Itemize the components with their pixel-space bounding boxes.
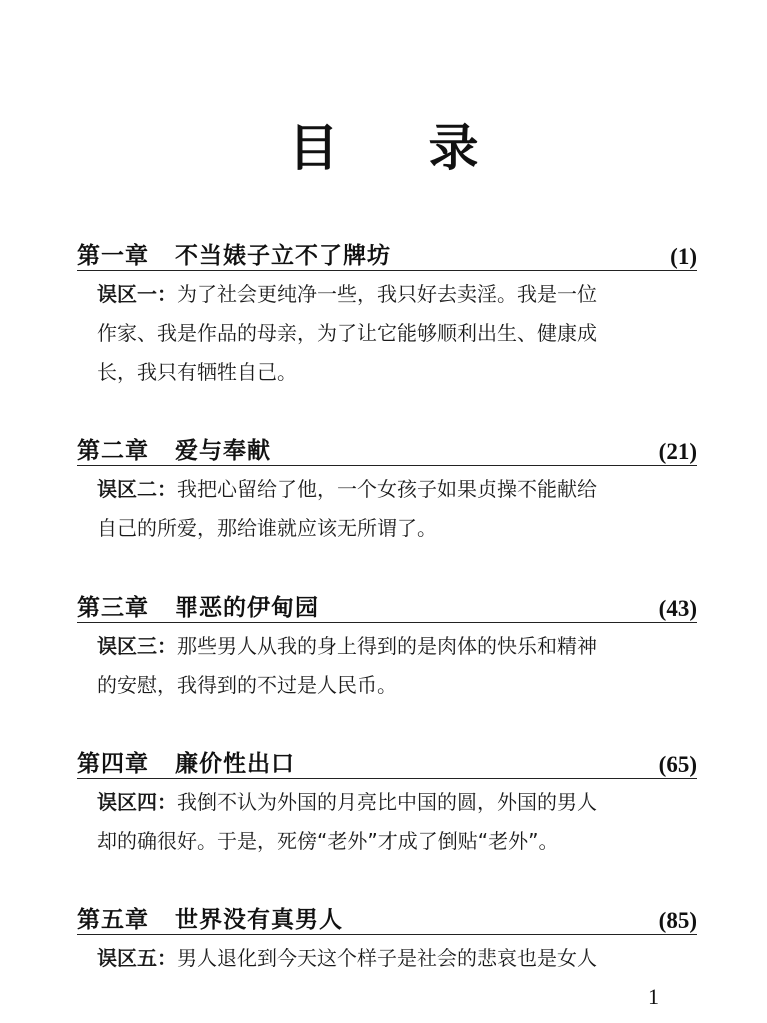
toc-title: 目录: [288, 118, 569, 177]
chapter-number: 第一章: [77, 242, 149, 269]
chapter-entry-3: [77, 588, 697, 705]
chapter-myth: [77, 466, 697, 548]
myth-label: 误区四：: [97, 790, 177, 814]
chapter-heading: [77, 431, 697, 466]
chapter-number: 第三章: [77, 594, 149, 621]
chapter-entry-4: [77, 744, 697, 861]
chapter-title: 罪恶的伊甸园: [175, 594, 319, 621]
chapter-entry-5: [77, 900, 697, 978]
chapter-entry-2: [77, 431, 697, 548]
myth-label: 误区五：: [97, 946, 177, 970]
chapter-entry-1: [77, 236, 697, 392]
chapter-page-number: (21): [658, 439, 697, 464]
myth-text: 我倒不认为外国的月亮比中国的圆，外国的男人 却的确很好。于是，死傍“老外”才成了倒贴“老外”。: [97, 790, 597, 853]
chapter-myth: [77, 935, 697, 978]
chapter-number: 第四章: [77, 750, 149, 777]
chapter-number: 第二章: [77, 437, 149, 464]
chapter-number: 第五章: [77, 906, 149, 933]
myth-text: 我把心留给了他，一个女孩子如果贞操不能献给 自己的所爱，那给谁就应该无所谓了。: [97, 477, 597, 540]
myth-text: 为了社会更纯净一些，我只好去卖淫。我是一位 作家、我是作品的母亲，为了让它能够顺利出生、健康成 长，我只有牺牲自己。: [97, 282, 597, 384]
chapter-title: 不当婊子立不了牌坊: [175, 242, 391, 269]
chapter-myth: [77, 623, 697, 705]
chapter-heading: [77, 236, 697, 271]
myth-label: 误区三：: [97, 634, 177, 658]
chapter-title: 世界没有真男人: [175, 906, 343, 933]
chapter-heading: [77, 588, 697, 623]
chapter-page-number: (43): [658, 596, 697, 621]
chapter-heading: [77, 900, 697, 935]
chapter-page-number: (1): [670, 244, 697, 269]
chapter-page-number: (85): [658, 908, 697, 933]
chapter-title: 爱与奉献: [175, 437, 271, 464]
chapter-heading: [77, 744, 697, 779]
chapter-myth: [77, 779, 697, 861]
chapter-page-number: (65): [658, 752, 697, 777]
myth-label: 误区二：: [97, 477, 177, 501]
chapter-title: 廉价性出口: [175, 750, 295, 777]
chapter-myth: [77, 271, 697, 392]
myth-text: 男人退化到今天这个样子是社会的悲哀也是女人: [177, 946, 597, 970]
myth-text: 那些男人从我的身上得到的是肉体的快乐和精神 的安慰，我得到的不过是人民币。: [97, 634, 597, 697]
myth-label: 误区一：: [97, 282, 177, 306]
page-number: 1: [648, 984, 659, 1009]
